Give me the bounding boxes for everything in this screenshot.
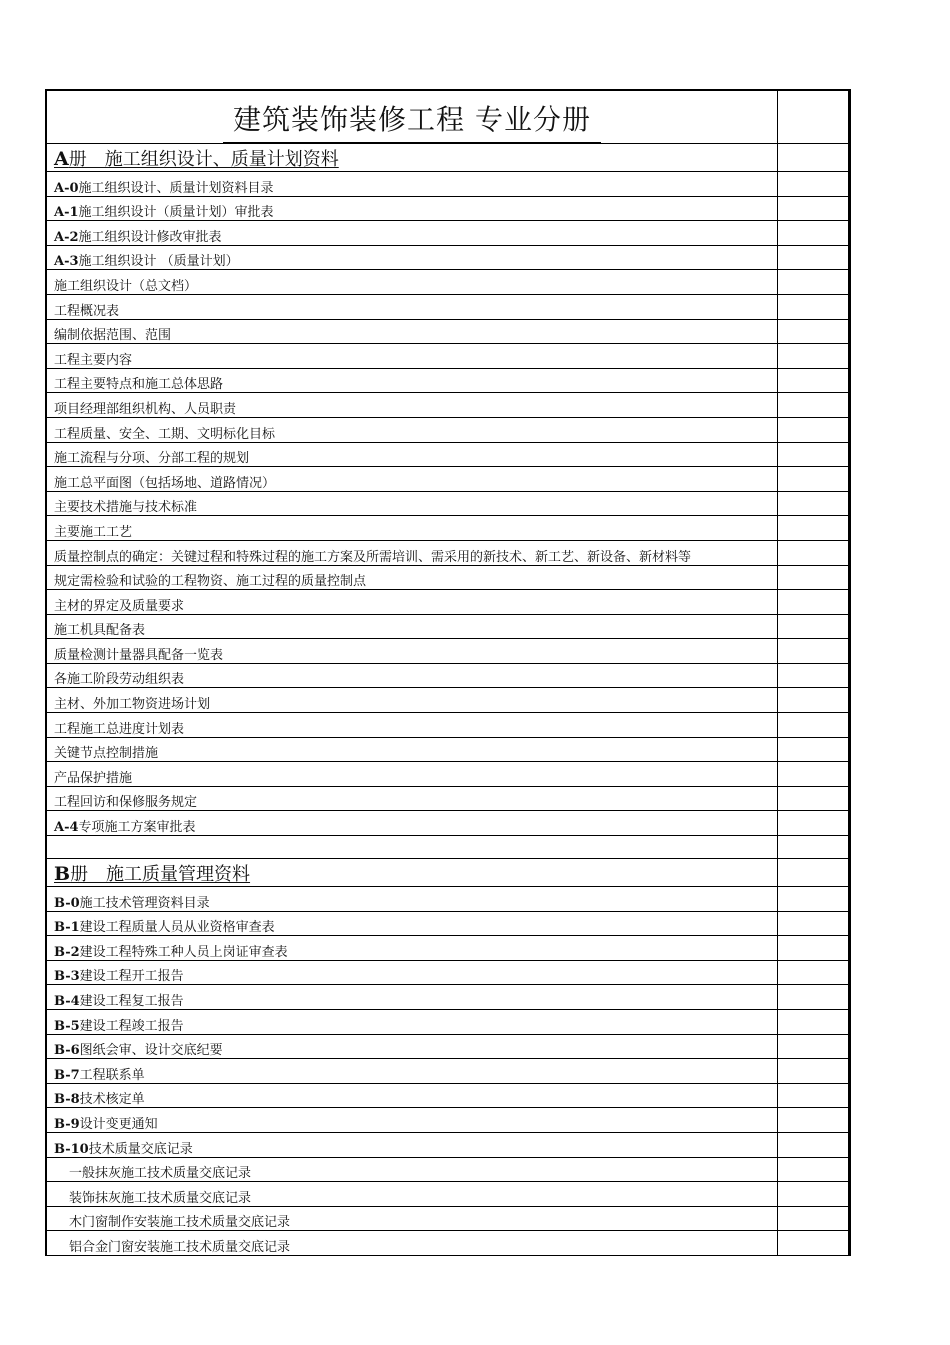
section-heading-cell	[46, 859, 778, 887]
list-item	[46, 516, 850, 541]
list-item-cell	[46, 960, 778, 985]
item-label: 装饰抹灰施工技术质量交底记录	[69, 1190, 252, 1206]
side-cell	[778, 887, 850, 912]
item-label: 技术核定单	[79, 1092, 145, 1108]
side-cell	[778, 1231, 850, 1256]
page-title: 建筑装饰装修工程 专业分册	[223, 98, 601, 143]
list-item	[46, 368, 850, 393]
list-item-cell	[46, 663, 778, 688]
item-label: 工程主要特点和施工总体思路	[54, 377, 224, 393]
item-label: 工程施工总进度计划表	[54, 721, 185, 737]
list-item	[46, 614, 850, 639]
item-label: 主要施工工艺	[54, 524, 133, 540]
list-item	[46, 1231, 850, 1256]
item-label: 产品保护措施	[54, 770, 133, 786]
item-label: 技术质量交底记录	[88, 1141, 193, 1157]
item-label: 质量检测计量器具配备一览表	[54, 647, 224, 663]
list-item-cell	[46, 811, 778, 836]
list-item-cell	[46, 1083, 778, 1108]
section-heading-cell	[46, 144, 778, 172]
side-cell	[778, 985, 850, 1010]
list-item	[46, 639, 850, 664]
item-label: 主材的界定及质量要求	[54, 598, 185, 614]
list-item	[46, 811, 850, 836]
section-heading-row	[46, 859, 850, 887]
side-cell	[778, 713, 850, 738]
side-cell	[778, 516, 850, 541]
list-item	[46, 1059, 850, 1084]
side-cell	[778, 442, 850, 467]
list-item	[46, 786, 850, 811]
item-label: 专项施工方案审批表	[78, 820, 196, 836]
item-label: 各施工阶段劳动组织表	[54, 672, 185, 688]
side-cell	[778, 1010, 850, 1035]
list-item-cell	[46, 270, 778, 295]
item-label: 建设工程特殊工种人员上岗证审查表	[79, 944, 288, 960]
list-item	[46, 319, 850, 344]
item-code: A-4	[54, 820, 79, 836]
item-code: B-0	[54, 895, 80, 911]
item-code: A-2	[54, 229, 79, 245]
list-item-cell	[46, 319, 778, 344]
item-label: 主要技术措施与技术标准	[54, 500, 198, 516]
item-label: 建设工程开工报告	[79, 969, 184, 985]
side-cell	[778, 960, 850, 985]
side-cell	[778, 590, 850, 615]
item-label: 施工流程与分项、分部工程的规划	[54, 451, 250, 467]
item-label: 建设工程复工报告	[79, 994, 184, 1009]
list-item	[46, 737, 850, 762]
item-label: 施工组织设计（总文档）	[54, 278, 198, 294]
list-item-cell	[46, 911, 778, 936]
list-item-cell	[46, 737, 778, 762]
list-item	[46, 590, 850, 615]
item-label: 项目经理部组织机构、人员职责	[54, 401, 237, 417]
list-item-cell	[46, 1108, 778, 1133]
list-item-cell	[46, 491, 778, 516]
side-cell	[778, 270, 850, 295]
list-item	[46, 1010, 850, 1035]
list-item	[46, 196, 850, 221]
list-item-cell	[46, 417, 778, 442]
list-item-cell	[46, 1132, 778, 1157]
item-label: 工程主要内容	[54, 352, 133, 368]
list-item-cell	[46, 590, 778, 615]
title-cell	[46, 90, 778, 144]
side-cell	[778, 565, 850, 590]
list-item-cell	[46, 1010, 778, 1035]
list-item	[46, 344, 850, 369]
list-item	[46, 1182, 850, 1207]
item-label: 工程回访和保修服务规定	[54, 795, 198, 811]
side-cell	[778, 1083, 850, 1108]
list-item	[46, 713, 850, 738]
side-cell	[778, 417, 850, 442]
list-item-cell	[46, 172, 778, 197]
side-cell	[778, 393, 850, 418]
item-code: B-6	[54, 1043, 80, 1059]
item-code: B-10	[54, 1141, 89, 1157]
section-code: A	[54, 148, 69, 170]
side-cell	[778, 319, 850, 344]
side-cell	[778, 344, 850, 369]
list-item	[46, 565, 850, 590]
list-item	[46, 936, 850, 961]
side-cell	[778, 836, 850, 859]
section-code: B	[54, 863, 71, 886]
list-item-cell	[46, 762, 778, 787]
item-label: 建设工程质量人员从业资格审查表	[79, 920, 275, 936]
list-item	[46, 417, 850, 442]
list-item-cell	[46, 540, 778, 565]
item-code: B-2	[54, 944, 80, 960]
side-cell	[778, 540, 850, 565]
list-item-cell	[46, 1034, 778, 1059]
list-item	[46, 960, 850, 985]
item-label: 编制依据范围、范围	[54, 328, 172, 344]
list-item	[46, 985, 850, 1010]
list-item-cell	[46, 221, 778, 246]
list-item-cell	[46, 294, 778, 319]
list-item	[46, 1083, 850, 1108]
list-item-cell	[46, 985, 778, 1010]
side-cell	[778, 737, 850, 762]
item-label: 施工组织设计修改审批表	[78, 229, 222, 245]
item-label: 关键节点控制措施	[54, 746, 159, 762]
side-cell	[778, 294, 850, 319]
item-label: 工程联系单	[79, 1067, 145, 1083]
list-item-cell	[46, 1206, 778, 1231]
side-cell	[778, 688, 850, 713]
list-item	[46, 491, 850, 516]
blank-row	[46, 836, 850, 859]
list-item	[46, 270, 850, 295]
side-cell	[778, 911, 850, 936]
item-code: B-9	[54, 1116, 80, 1132]
list-item-cell	[46, 713, 778, 738]
item-label: 木门窗制作安装施工技术质量交底记录	[69, 1215, 291, 1231]
side-cell	[778, 1206, 850, 1231]
item-code: A-3	[54, 254, 79, 270]
list-item	[46, 688, 850, 713]
side-cell	[778, 811, 850, 836]
item-label: 施工组织设计（质量计划）审批表	[78, 205, 274, 221]
list-item	[46, 1132, 850, 1157]
list-item-cell	[46, 639, 778, 664]
side-cell	[778, 245, 850, 270]
item-code: B-7	[54, 1067, 80, 1083]
side-cell	[778, 762, 850, 787]
item-label: 设计变更通知	[79, 1116, 158, 1132]
side-cell	[778, 786, 850, 811]
section-title: 册 施工组织设计、质量计划资料	[68, 149, 339, 170]
side-cell	[778, 1059, 850, 1084]
item-label: 施工机具配备表	[54, 623, 146, 639]
side-cell	[778, 1034, 850, 1059]
side-cell	[778, 663, 850, 688]
list-item-cell	[46, 516, 778, 541]
item-label: 铝合金门窗安装施工技术质量交底记录	[69, 1239, 291, 1255]
side-cell	[778, 1182, 850, 1207]
item-label: 施工总平面图（包括场地、道路情况）	[54, 475, 276, 491]
item-label: 施工组织设计 （质量计划）	[78, 254, 239, 270]
item-code: B-5	[54, 1018, 80, 1034]
side-cell	[778, 1132, 850, 1157]
list-item-cell	[46, 1059, 778, 1084]
list-item-cell	[46, 688, 778, 713]
list-item-cell	[46, 393, 778, 418]
item-code: B-3	[54, 969, 80, 985]
list-item-cell	[46, 1157, 778, 1182]
document-sheet	[45, 89, 847, 1256]
side-cell	[778, 1108, 850, 1133]
item-label: 质量控制点的确定：关键过程和特殊过程的施工方案及所需培训、需采用的新技术、新工艺、新设备、新材料等	[54, 549, 692, 565]
list-item	[46, 172, 850, 197]
list-item-cell	[46, 614, 778, 639]
item-label: 施工组织设计、质量计划资料目录	[78, 180, 274, 196]
item-label: 图纸会审、设计交底纪要	[79, 1043, 223, 1059]
list-item-cell	[46, 344, 778, 369]
item-code: B-4	[54, 994, 80, 1009]
side-cell	[778, 936, 850, 961]
list-item	[46, 1108, 850, 1133]
item-code: A-1	[54, 205, 79, 221]
list-item	[46, 245, 850, 270]
list-item-cell	[46, 786, 778, 811]
item-label: 工程概况表	[54, 303, 120, 319]
side-cell	[778, 144, 850, 172]
list-item-cell	[46, 1182, 778, 1207]
list-item	[46, 762, 850, 787]
item-label: 主材、外加工物资进场计划	[54, 697, 211, 713]
list-item	[46, 911, 850, 936]
list-item	[46, 294, 850, 319]
list-item	[46, 540, 850, 565]
list-item-cell	[46, 565, 778, 590]
item-label: 建设工程竣工报告	[79, 1018, 184, 1034]
list-item	[46, 1157, 850, 1182]
section-heading	[54, 149, 339, 170]
list-item-cell	[46, 196, 778, 221]
item-code: B-8	[54, 1092, 80, 1108]
list-item	[46, 393, 850, 418]
list-item	[46, 887, 850, 912]
side-cell	[778, 639, 850, 664]
list-item	[46, 1206, 850, 1231]
side-cell	[778, 467, 850, 492]
list-item	[46, 1034, 850, 1059]
item-label: 规定需检验和试验的工程物资、施工过程的质量控制点	[54, 574, 367, 590]
side-cell	[778, 196, 850, 221]
item-code: A-0	[54, 180, 79, 196]
item-label: 一般抹灰施工技术质量交底记录	[69, 1166, 252, 1182]
item-code: B-1	[54, 920, 80, 936]
section-title: 册 施工质量管理资料	[70, 864, 251, 886]
catalog-table	[45, 89, 851, 1256]
item-label: 施工技术管理资料目录	[79, 895, 210, 911]
list-item-cell	[46, 1231, 778, 1256]
item-label: 工程质量、安全、工期、文明标化目标	[54, 426, 276, 442]
side-cell	[778, 221, 850, 246]
list-item	[46, 663, 850, 688]
list-item-cell	[46, 467, 778, 492]
side-cell	[778, 859, 850, 887]
title-row	[46, 90, 850, 144]
side-cell	[778, 491, 850, 516]
side-cell	[778, 90, 850, 144]
side-cell	[778, 1157, 850, 1182]
section-heading-row	[46, 144, 850, 172]
list-item-cell	[46, 936, 778, 961]
list-item-cell	[46, 442, 778, 467]
blank-cell	[46, 836, 778, 859]
list-item	[46, 467, 850, 492]
list-item	[46, 442, 850, 467]
list-item-cell	[46, 368, 778, 393]
side-cell	[778, 614, 850, 639]
side-cell	[778, 172, 850, 197]
side-cell	[778, 368, 850, 393]
section-heading	[54, 864, 250, 885]
list-item	[46, 221, 850, 246]
list-item-cell	[46, 245, 778, 270]
list-item-cell	[46, 887, 778, 912]
